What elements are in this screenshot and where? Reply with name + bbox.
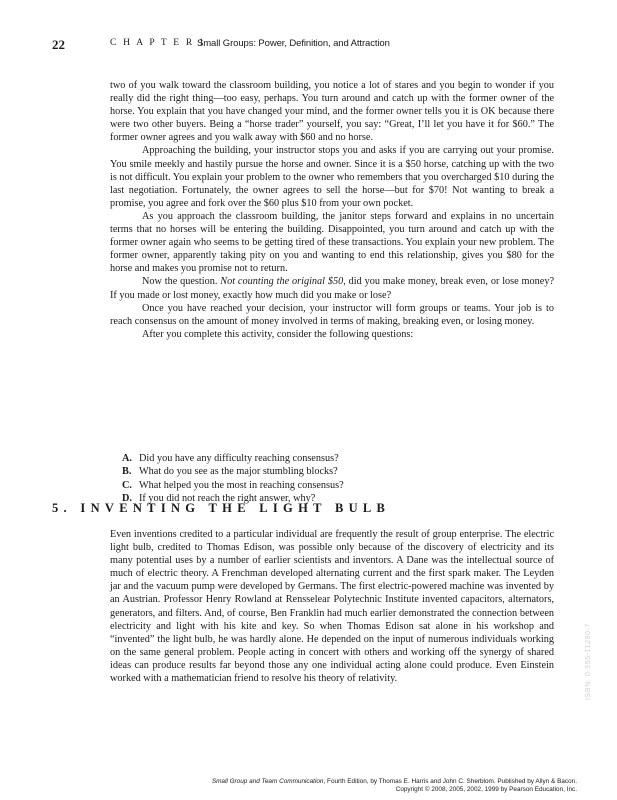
- page-number: 22: [52, 37, 65, 52]
- paragraph-the-question: [110, 275, 554, 301]
- copyright-footer: [107, 778, 577, 794]
- paragraph-janitor: As you approach the classroom building, the janitor steps forward and explains in no uncertain terms that no horses will be entering the building. Disappointed, you turn around and catch up with the former owner again who seems to be getting tired of these transactions. You explain your new problem. The former owner, apparently taking pity on you and wanting to end this relationship, gives you $80 for the horse and makes you promise not to return.: [110, 210, 554, 275]
- running-head: [52, 37, 577, 53]
- question-letter: A.: [122, 453, 132, 464]
- chapter-label: C H A P T E R 1: [110, 38, 206, 48]
- footer-book-title: Small Group and Team Communication: [211, 778, 324, 785]
- isbn-watermark: ISBN: 0-555-11280-7: [585, 622, 592, 700]
- paragraph-instructor: Approaching the building, your instructor stops you and asks if you are carrying out your promise. You smile meekly and hastily pursue the horse and owner. Since it is a $50 horse, catching up with the two is not difficult. You explain your problem to the owner who remembers that you overcharged $10 during the last negotiation. Fortunately, the owner agrees to sell the horse—but for $70! Not wanting to break a promise, you agree and fork over the $60 plus $10 from your own pocket.: [110, 145, 554, 209]
- question-italic: Not counting the original $50,: [220, 276, 346, 288]
- paragraph-consensus: Once you have reached your decision, your instructor will form groups or teams. Your job is to reach consensus on the amount of money involved in terms of making, breaking even, or losing money.: [110, 302, 554, 327]
- question-letter: B.: [122, 466, 132, 478]
- question-text: What helped you the most in reaching consensus?: [139, 479, 344, 491]
- list-item: [122, 465, 552, 478]
- paragraph-after-activity: After you complete this activity, consider the following questions:: [142, 328, 414, 340]
- section-5-text: [110, 528, 554, 685]
- footer-publication-info: , Fourth Edition, by Thomas E. Harris and John C. Sherblom. Published by Allyn & Bacon.: [323, 778, 577, 785]
- discussion-questions: [122, 452, 552, 505]
- question-lead: Now the question.: [142, 276, 221, 288]
- section-4-continued-text: [110, 79, 554, 341]
- question-text: Did you have any difficulty reaching consensus?: [139, 453, 339, 464]
- section-heading: 5. INVENTING THE LIGHT BULB: [52, 501, 391, 515]
- question-text: If you did not reach the right answer, why?: [139, 492, 316, 504]
- question-text: What do you see as the major stumbling blocks?: [139, 466, 338, 478]
- list-item: [122, 452, 552, 465]
- chapter-title: Small Groups: Power, Definition, and Attraction: [197, 38, 390, 49]
- question-rest: did you make money, break even, or lose money? If you made or lost money, exactly how much did you make or lose?: [110, 276, 555, 301]
- footer-line-2: Copyright © 2008, 2005, 2002, 1999 by Pearson Education, Inc.: [395, 786, 577, 793]
- paragraph-horse-return: two of you walk toward the classroom building, you notice a lot of stares and you begin to wonder if you really did the right thing—too easy, perhaps. You turn around and catch up with the former owner of the horse. You explain that you have changed your mind, and the former owner tells you it is OK because there were two other buyers. Being a “horse trader” yourself, you say: “Great, I’ll let you have it for $60.” The former owner agrees and you walk away with $60 and no horse.: [110, 80, 554, 144]
- footer-line-1: [107, 778, 577, 786]
- question-letter: D.: [122, 492, 132, 504]
- question-letter: C.: [122, 479, 132, 491]
- list-item: [122, 479, 552, 492]
- paragraph-light-bulb: Even inventions credited to a particular individual are frequently the result of group enterprise. The electric light bulb, credited to Thomas Edison, was possible only because of the discovery of electricity and its many potential uses by a number of earlier scientists and inventors. A Dane was the intellectual source of much of electric theory. A Frenchman developed alternating current and the first spark maker. The Leyden jar and the vacuum pump were developed by Germans. The first electric-powered machine was invented by an Austrian. Professor Henry Rowland at Rensselear Polytechnic Institute invented capacitors, alternators, generators, and filters. And, of course, Ben Franklin had much earlier demonstrated the connection between electricity and light with his kite and key. So when Thomas Edison sat alone in his workshop and “invented” the light bulb, he was hardly alone. He depended on the input of numerous individuals working on the same general problem. People acting in concert with others and working off the synergy of shared ideas can produce results far beyond those any one individual acting alone could produce. Even Einstein worked with a mathematician friend to resolve his theory of relativity.: [110, 529, 554, 685]
